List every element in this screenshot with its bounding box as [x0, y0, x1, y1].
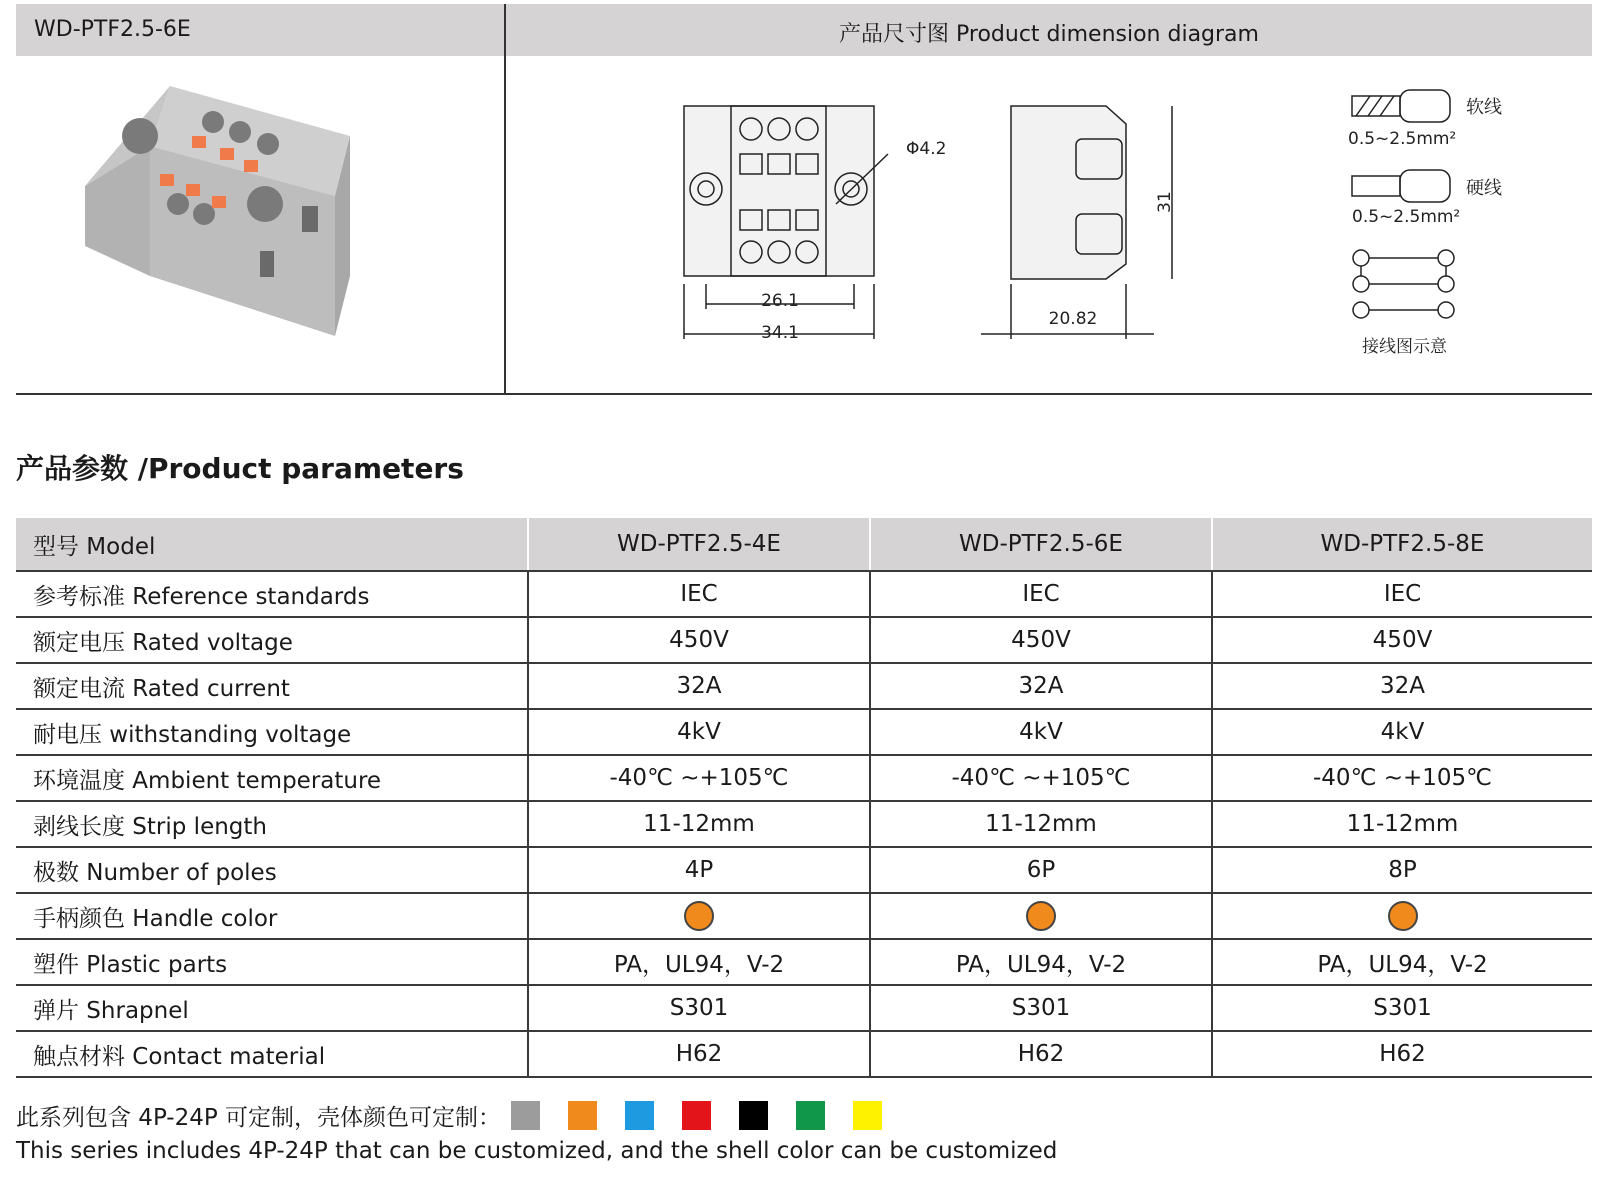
model-name: WD-PTF2.5-6E	[34, 17, 191, 42]
column-divider	[504, 4, 506, 395]
hard-wire-label: 硬线	[1466, 178, 1502, 199]
handle-color-dot	[1026, 901, 1056, 931]
customization-note-zh: 此系列包含 4P-24P 可定制，壳体颜色可定制：	[16, 1104, 502, 1131]
cell-value: 450V	[870, 617, 1212, 663]
handle-color-dot	[1388, 901, 1418, 931]
cell-value: H62	[528, 1031, 870, 1077]
handle-3	[244, 160, 258, 172]
cell-value	[528, 893, 870, 939]
handle-2	[220, 148, 234, 160]
customization-note-en: This series includes 4P-24P that can be customized, and the shell color can be customized	[16, 1138, 1058, 1164]
model-header	[16, 4, 504, 56]
footer-note	[16, 1098, 1592, 1164]
cell-value: 4kV	[870, 709, 1212, 755]
color-swatch-gray	[511, 1101, 540, 1130]
cell-value: PA，UL94，V-2	[528, 939, 870, 985]
header-8e: WD-PTF2.5-8E	[1212, 518, 1592, 571]
dim-width-outer: 34.1	[761, 323, 799, 343]
cell-value: S301	[1212, 985, 1592, 1031]
table-row	[16, 939, 1592, 985]
dim-width-inner: 26.1	[761, 291, 799, 311]
row-label: 参考标准 Reference standards	[16, 571, 528, 617]
table-row	[16, 755, 1592, 801]
table-row	[16, 985, 1592, 1031]
color-swatch-blue	[625, 1101, 654, 1130]
cell-value: 4kV	[1212, 709, 1592, 755]
footer-line-1	[16, 1098, 1592, 1132]
cell-value: PA，UL94，V-2	[870, 939, 1212, 985]
cell-value: S301	[870, 985, 1212, 1031]
cell-value	[1212, 893, 1592, 939]
cell-value: -40℃ ~+105℃	[870, 755, 1212, 801]
cell-value: H62	[1212, 1031, 1592, 1077]
cell-value: 450V	[528, 617, 870, 663]
handle-5	[186, 184, 200, 196]
table-row	[16, 571, 1592, 617]
table-row	[16, 801, 1592, 847]
shell-color-swatches	[511, 1101, 910, 1130]
dim-hole: Φ4.2	[906, 139, 947, 159]
color-swatch-green	[796, 1101, 825, 1130]
cell-value: 32A	[1212, 663, 1592, 709]
parameters-table	[16, 518, 1592, 1078]
color-swatch-red	[682, 1101, 711, 1130]
cell-value	[870, 893, 1212, 939]
table-row	[16, 1031, 1592, 1077]
cell-value: IEC	[870, 571, 1212, 617]
cell-value: 32A	[870, 663, 1212, 709]
diagram-title: 产品尺寸图 Product dimension diagram	[839, 22, 1259, 47]
cell-value: 8P	[1212, 847, 1592, 893]
hard-wire-range: 0.5~2.5mm²	[1352, 207, 1461, 227]
row-label: 极数 Number of poles	[16, 847, 528, 893]
handle-1	[192, 136, 206, 148]
soft-wire-label: 软线	[1466, 97, 1502, 118]
table-row	[16, 847, 1592, 893]
cell-value: H62	[870, 1031, 1212, 1077]
row-label: 剥线长度 Strip length	[16, 801, 528, 847]
cell-value: -40℃ ~+105℃	[528, 755, 870, 801]
section-divider	[16, 393, 1592, 395]
diagram-header	[506, 4, 1592, 56]
handle-color-dot	[684, 901, 714, 931]
row-label: 塑件 Plastic parts	[16, 939, 528, 985]
soft-wire-range: 0.5~2.5mm²	[1348, 129, 1457, 149]
cell-value: 11-12mm	[528, 801, 870, 847]
row-label: 额定电流 Rated current	[16, 663, 528, 709]
row-label: 手柄颜色 Handle color	[16, 893, 528, 939]
cell-value: 4P	[528, 847, 870, 893]
cell-value: IEC	[528, 571, 870, 617]
cell-value: 11-12mm	[1212, 801, 1592, 847]
header-model-label: 型号 Model	[16, 518, 528, 571]
header-4e: WD-PTF2.5-4E	[528, 518, 870, 571]
color-swatch-orange	[568, 1101, 597, 1130]
color-swatch-yellow	[853, 1101, 882, 1130]
cell-value: 11-12mm	[870, 801, 1212, 847]
cell-value: -40℃ ~+105℃	[1212, 755, 1592, 801]
cell-value: 450V	[1212, 617, 1592, 663]
cell-value: 4kV	[528, 709, 870, 755]
product-header-section	[16, 4, 1592, 395]
cell-value: PA，UL94，V-2	[1212, 939, 1592, 985]
dim-height: 31	[1155, 191, 1175, 213]
dim-depth: 20.82	[1048, 309, 1098, 329]
table-row	[16, 709, 1592, 755]
row-label: 额定电压 Rated voltage	[16, 617, 528, 663]
cell-value: IEC	[1212, 571, 1592, 617]
row-label: 耐电压 withstanding voltage	[16, 709, 528, 755]
cell-value: S301	[528, 985, 870, 1031]
header-6e: WD-PTF2.5-6E	[870, 518, 1212, 571]
handle-4	[160, 174, 174, 186]
product-image	[80, 76, 380, 366]
table-header-row	[16, 518, 1592, 571]
table-row	[16, 663, 1592, 709]
row-label: 环境温度 Ambient temperature	[16, 755, 528, 801]
cell-value: 6P	[870, 847, 1212, 893]
wiring-diagram-label: 接线图示意	[1362, 337, 1447, 357]
row-label: 弹片 Shrapnel	[16, 985, 528, 1031]
table-row	[16, 893, 1592, 939]
cell-value: 32A	[528, 663, 870, 709]
wire-legend	[1348, 84, 1576, 374]
handle-6	[212, 196, 226, 208]
color-swatch-black	[739, 1101, 768, 1130]
row-label: 触点材料 Contact material	[16, 1031, 528, 1077]
dimension-diagram	[676, 94, 1216, 374]
table-row	[16, 617, 1592, 663]
section-title: 产品参数 /Product parameters	[16, 452, 464, 485]
